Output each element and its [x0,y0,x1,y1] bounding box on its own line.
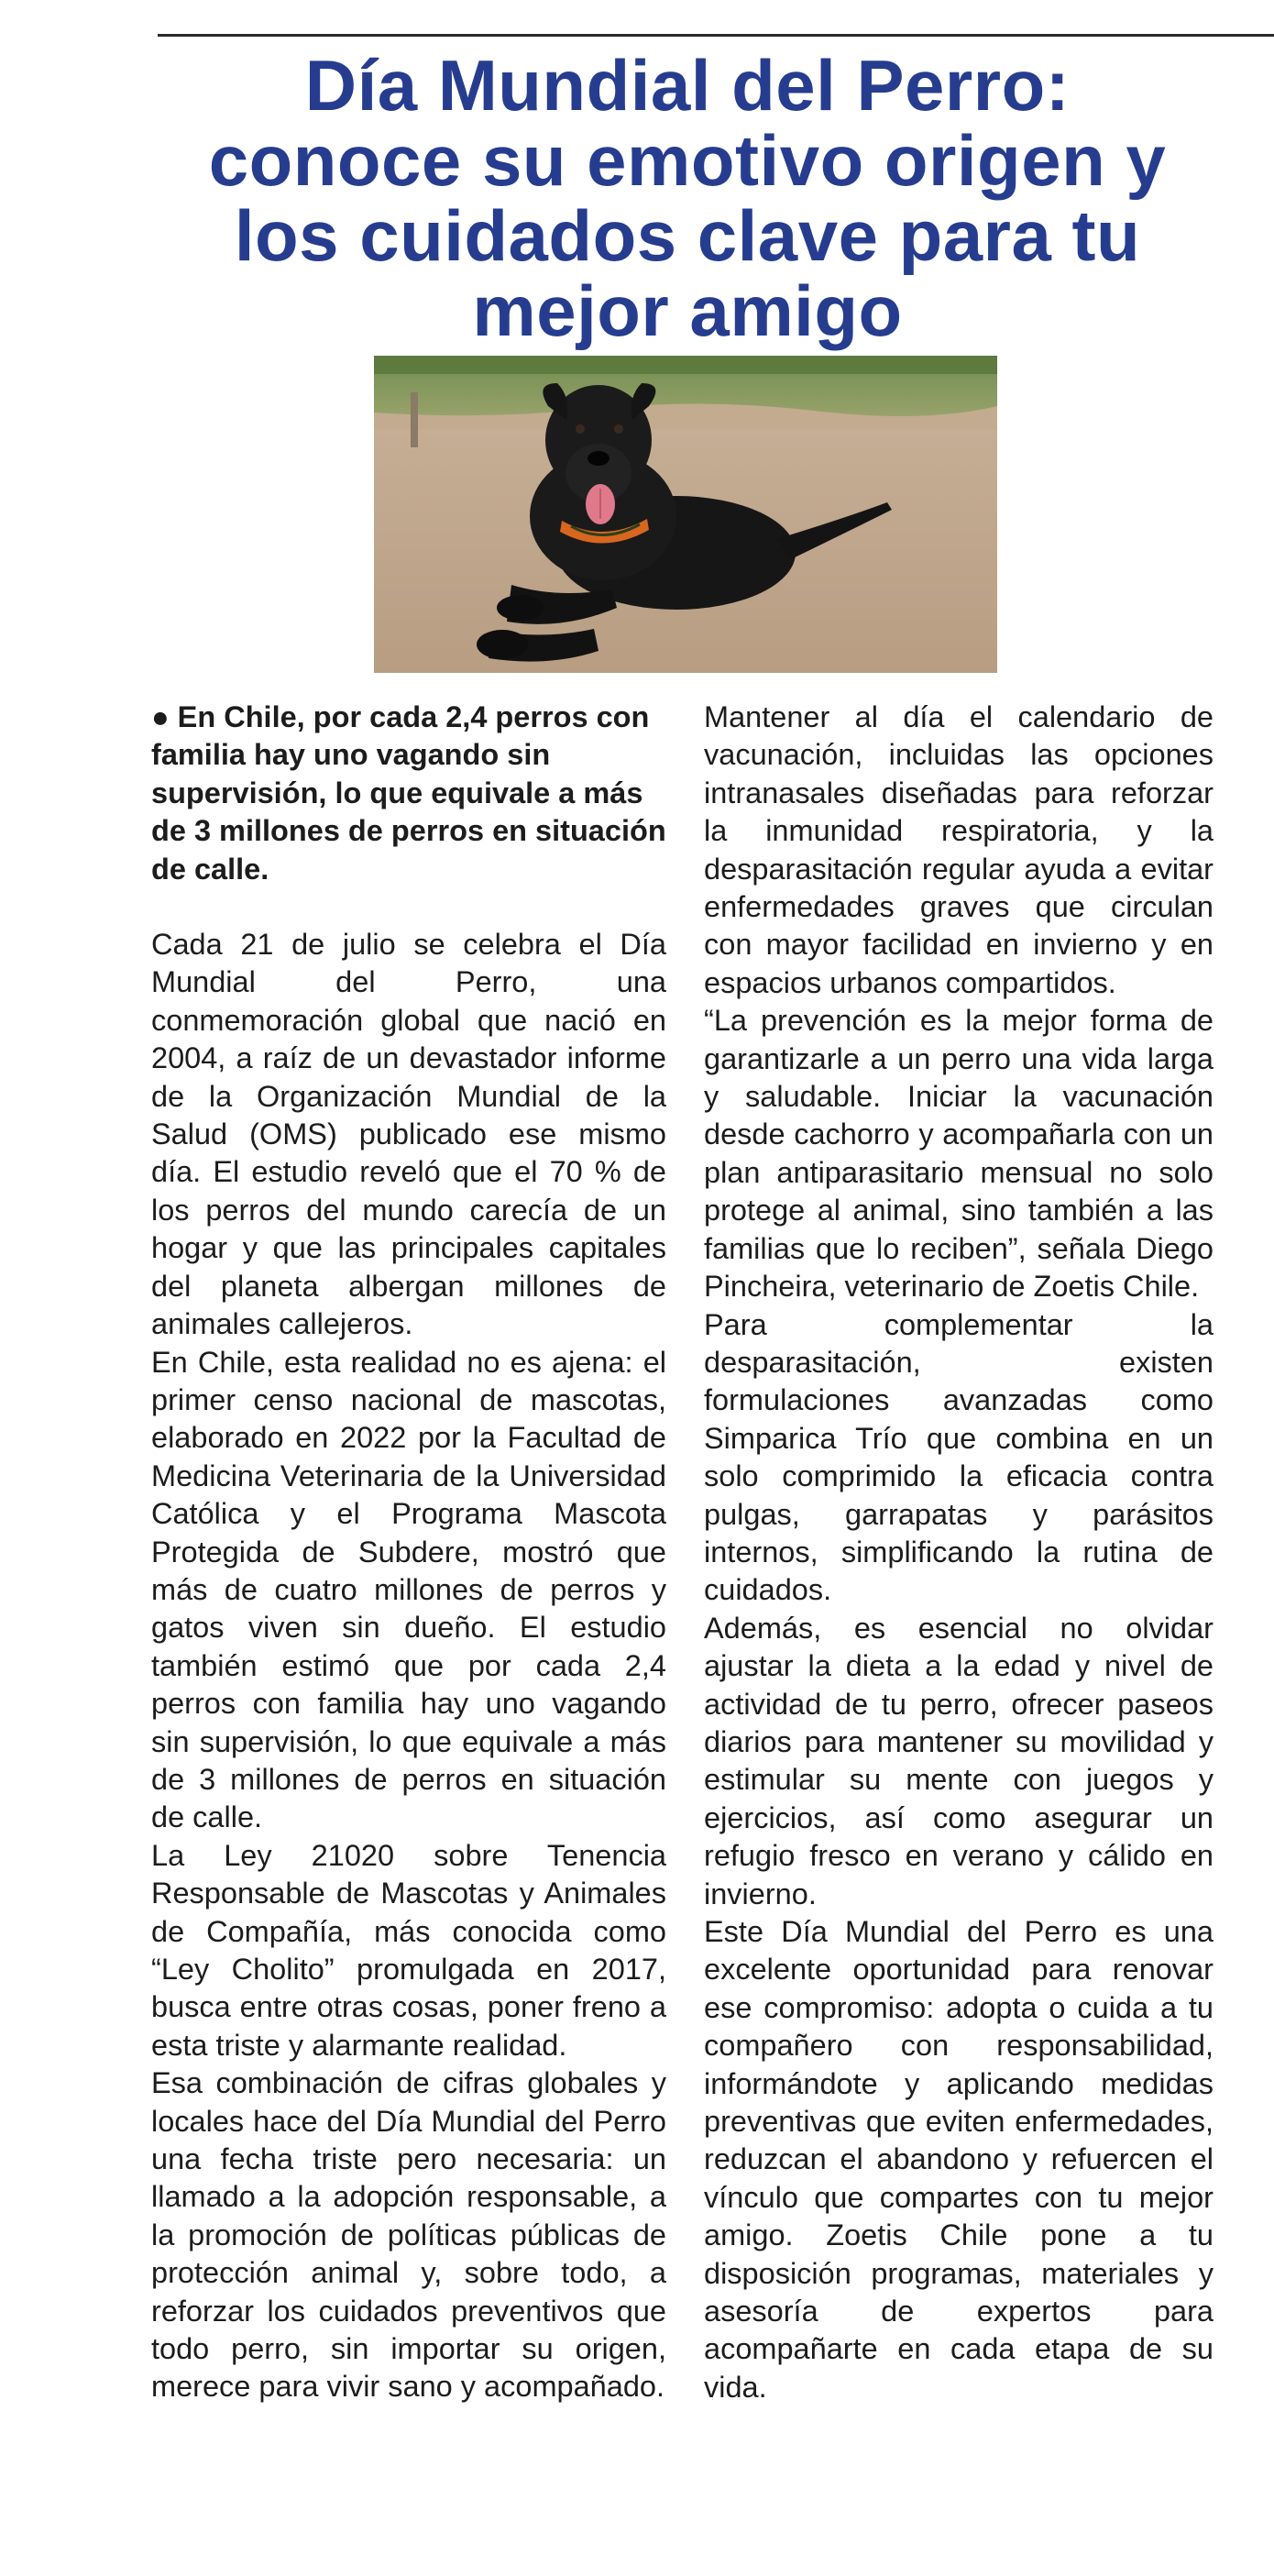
body-paragraph: Mantener al día el calendario de vacunación, incluidas las opciones intranasales diseñadas para reforzar la inmunidad respiratoria, y la desparasitación regular ayuda a evitar enfermedades graves que circulan con mayor facilidad en invierno y en espacios urbanos compartidos. [704,700,1214,999]
top-divider [158,34,1274,37]
body-paragraph: “La prevención es la mejor forma de garantizarle a un perro una vida larga y saludable. Iniciar la vacunación desde cachorro y acompañarla con un plan antiparasitario mensual no solo protege al animal, sino también a las familias que lo reciben”, señala Diego Pincheira, veterinario de Zoetis Chile. [704,1004,1214,1304]
dog-photo [374,356,997,673]
article-column-right [704,699,1214,2406]
body-paragraph: Este Día Mundial del Perro es una excelente oportunidad para renovar ese compromiso: adopta o cuida a tu compañero con responsabilidad, informándote y aplicando medidas preventivas que eviten enfermedades, reduzcan el abandono y refuercen el vínculo que compartes con tu mejor amigo. Zoetis Chile pone a tu disposición programas, materiales y asesoría de expertos para acompañarte en cada etapa de su vida. [704,1915,1214,2404]
article-lead: ● En Chile, por cada 2,4 perros con familia hay uno vagando sin supervisión, lo que equivale a más de 3 millones de perros en situación de calle. [151,700,666,886]
body-paragraph: La Ley 21020 sobre Tenencia Responsable de Mascotas y Animales de Compañía, más conocida como “Ley Cholito” promulgada en 2017, busca entre otras cosas, poner freno a esta triste y alarmante realidad. [151,1838,666,2062]
body-paragraph: Además, es esencial no olvidar ajustar la dieta a la edad y nivel de actividad de tu perro, ofrecer paseos diarios para mantener su movilidad y estimular su mente con juegos y ejercicios, así como asegurar un refugio fresco en verano y cálido en invierno. [704,1611,1214,1910]
headline-line: los cuidados clave para tu [234,195,1141,276]
headline-line: Día Mundial del Perro: [304,45,1071,126]
body-paragraph: Esa combinación de cifras globales y locales hace del Día Mundial del Perro una fecha triste pero necesaria: un llamado a la adopción responsable, a la promoción de políticas públicas de protección animal y, sobre todo, a reforzar los cuidados preventivos que todo perro, sin importar su origen, merece para vivir sano y acompañado. [151,2066,666,2404]
article-headline [110,45,1265,351]
headline-line: conoce su emotivo origen y [208,120,1167,201]
body-paragraph: Para complementar la desparasitación, existen formulaciones avanzadas como Simparica Trío que combina en un solo comprimido la eficacia contra pulgas, garrapatas y parásitos internos, simplificando la rutina de cuidados. [704,1307,1214,1607]
body-paragraph: Cada 21 de julio se celebra el Día Mundial del Perro, una conmemoración global que nació en 2004, a raíz de un devastador informe de la Organización Mundial de la Salud (OMS) publicado ese mismo día. El estudio reveló que el 70 % de los perros del mundo carecía de un hogar y que las principales capitales del planeta albergan millones de animales callejeros. [151,928,666,1341]
body-paragraph: En Chile, esta realidad no es ajena: el primer censo nacional de mascotas, elaborado en 2022 por la Facultad de Medicina Veterinaria de la Universidad Católica y el Programa Mascota Protegida de Subdere, mostró que más de cuatro millones de perros y gatos viven sin dueño. El estudio también estimó que por cada 2,4 perros con familia hay uno vagando sin supervisión, lo que equivale a más de 3 millones de perros en situación de calle. [151,1345,666,1834]
headline-line: mejor amigo [472,270,903,351]
article-column-left [151,699,666,2406]
